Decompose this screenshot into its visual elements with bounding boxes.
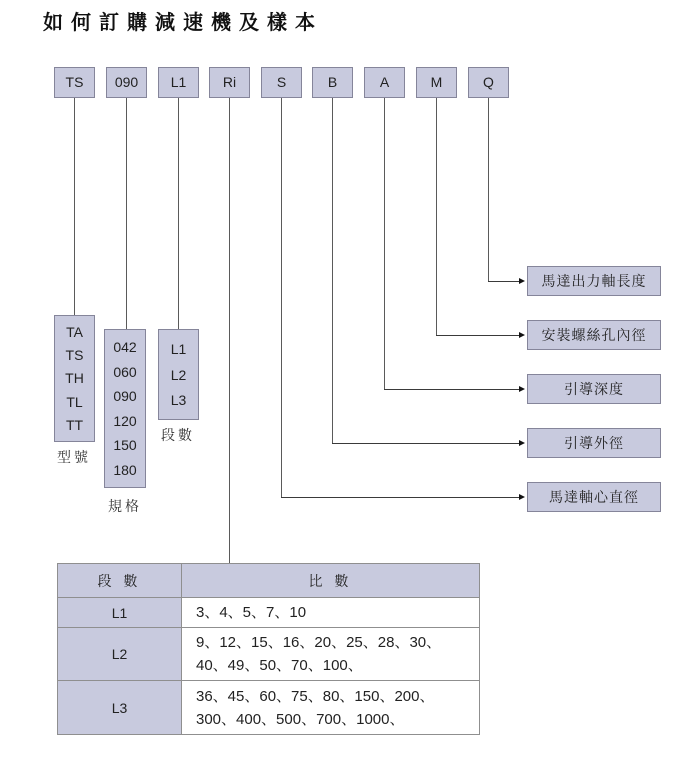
ratio-line: 36、45、60、75、80、150、200、 [196,687,435,705]
stage-option: L2 [170,366,187,383]
page-title: 如何訂購減速機及樣本 [43,12,323,34]
connector-vline-ts [74,98,75,315]
ratio-line: 9、12、15、16、20、25、28、30、 [196,634,442,651]
spec-group-label: 規格 [108,498,142,514]
label-pilot-outer-diameter: 引導外徑 [527,428,661,458]
stage-group-label: 段數 [161,427,195,443]
ratio-line: 3、4、5、7、10 [196,604,307,621]
model-option: TT [65,416,84,433]
model-option: TH [65,370,84,387]
spec-option: 090 [113,388,137,405]
arrow-icon-s [519,494,525,500]
code-box-s: S [261,67,302,98]
connector-vline-a [384,98,385,389]
table-row-l1 [58,598,480,628]
spec-option: 180 [113,461,137,478]
stage-option: L1 [170,340,187,357]
spec-option: 042 [113,339,137,356]
connector-vline-b [332,98,333,443]
ratio-table [57,563,480,735]
model-options-box [54,315,95,442]
model-option: TS [65,347,84,364]
ratio-table-header-row [58,564,480,598]
connector-vline-s [281,98,282,497]
code-box-q: Q [468,67,509,98]
connector-vline-q [488,98,489,281]
arrow-icon-a [519,386,525,392]
spec-options-box [104,329,146,488]
model-option: TL [66,393,83,410]
arrow-icon-b [519,440,525,446]
code-box-090: 090 [106,67,147,98]
label-mounting-screw-hole-diameter: 安裝螺絲孔內徑 [527,320,661,350]
ratio-line: 40、49、50、70、100、 [196,657,363,674]
code-box-ri: Ri [209,67,250,98]
connector-hline-s [281,497,519,498]
stage-options-box [158,329,199,420]
ratio-cell [182,681,480,735]
code-box-l1: L1 [158,67,199,98]
ratio-cell [182,598,480,628]
stage-cell: L2 [58,628,182,681]
connector-vline-090 [126,98,127,329]
stage-cell: L1 [58,598,182,628]
spec-option: 060 [113,363,137,380]
table-row-l3 [58,681,480,735]
ratio-cell [182,628,480,681]
connector-hline-b [332,443,519,444]
label-motor-output-shaft-length: 馬達出力軸長度 [527,266,661,296]
label-pilot-depth: 引導深度 [527,374,661,404]
table-row-l2 [58,628,480,681]
stage-column-header: 段 數 [58,564,182,598]
ratio-column-header: 比 數 [182,564,480,598]
connector-vline-l1 [178,98,179,329]
code-box-a: A [364,67,405,98]
ratio-line: 300、400、500、700、1000、 [196,710,405,728]
connector-hline-q [488,281,519,282]
code-box-ts: TS [54,67,95,98]
stage-cell: L3 [58,681,182,735]
connector-hline-m [436,335,519,336]
code-box-m: M [416,67,457,98]
connector-hline-a [384,389,519,390]
model-option: TA [66,324,83,341]
arrow-icon-m [519,332,525,338]
stage-option: L3 [170,392,187,409]
code-box-b: B [312,67,353,98]
spec-option: 120 [113,412,137,429]
connector-vline-ri [229,98,230,563]
spec-option: 150 [113,437,137,454]
label-motor-shaft-diameter: 馬達軸心直徑 [527,482,661,512]
model-group-label: 型號 [57,449,91,465]
arrow-icon-q [519,278,525,284]
connector-vline-m [436,98,437,335]
